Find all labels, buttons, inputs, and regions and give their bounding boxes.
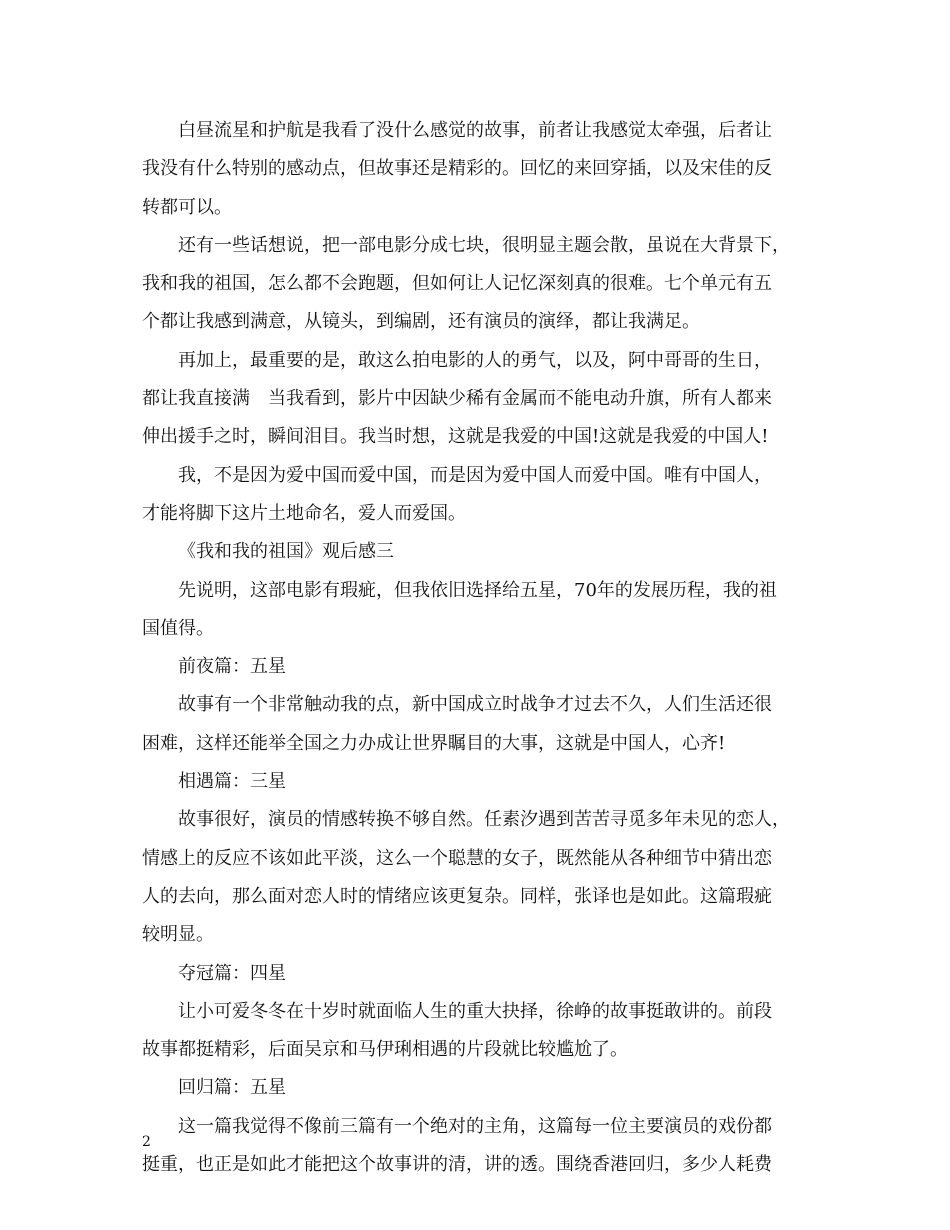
body-text-line: 情感上的反应不该如此平淡，这么一个聪慧的女子，既然能从各种细节中猜出恋	[142, 847, 772, 869]
body-text-line: 白昼流星和护航是我看了没什么感觉的故事，前者让我感觉太牵强，后者让	[178, 120, 772, 141]
body-text-line: 才能将脚下这片土地命名，爱人而爱国。	[142, 502, 466, 524]
body-text-line: 这一篇我觉得不像前三篇有一个绝对的主角，这篇每一位主要演员的戏份都	[178, 1115, 772, 1137]
body-text-line: 困难，这样还能举全国之力办成让世界瞩目的大事，这就是中国人，心齐!	[142, 732, 726, 754]
body-text-line: 故事都挺精彩，后面吴京和马伊琍相遇的片段就比较尴尬了。	[142, 1039, 628, 1061]
document-body	[142, 112, 822, 1184]
body-text-line: 转都可以。	[142, 196, 232, 218]
body-text-line: 都让我直接满 当我看到，影片中因缺少稀有金属而不能电动升旗，所有人都来	[142, 388, 772, 410]
body-text-line: 我，不是因为爱中国而爱中国，而是因为爱中国人而爱中国。唯有中国人，	[178, 464, 772, 486]
body-text-line: 夺冠篇：四星	[178, 962, 286, 984]
body-text-line: 还有一些话想说，把一部电影分成七块，很明显主题会散，虽说在大背景下，	[178, 234, 790, 256]
body-text-line: 相遇篇：三星	[178, 771, 286, 793]
body-text-line: 让小可爱冬冬在十岁时就面临人生的重大抉择，徐峥的故事挺敢讲的。前段	[178, 1000, 772, 1022]
body-text-line: 先说明，这部电影有瑕疵，但我依旧选择给五星，70年的发展历程，我的祖	[178, 579, 777, 601]
body-text-line: 人的去向，那么面对恋人时的情绪应该更复杂。同样，张译也是如此。这篇瑕疵	[142, 885, 772, 907]
body-text-line: 国值得。	[142, 617, 214, 639]
body-text-line: 前夜篇：五星	[178, 656, 286, 678]
body-text-line: 个都让我感到满意，从镜头，到编剧，还有演员的演绎，都让我满足。	[142, 311, 700, 333]
body-text-line: 伸出援手之时，瞬间泪目。我当时想，这就是我爱的中国!这就是我爱的中国人!	[142, 426, 769, 448]
body-text-line: 我没有什么特别的感动点，但故事还是精彩的。回忆的来回穿插，以及宋佳的反	[142, 158, 772, 180]
body-text-line: 较明显。	[142, 924, 214, 946]
page-number: 2	[142, 1134, 151, 1150]
body-text-line: 再加上，最重要的是，敢这么拍电影的人的勇气，以及，阿中哥哥的生日，	[178, 349, 772, 371]
body-text-line: 回归篇：五星	[178, 1077, 286, 1099]
body-text-line: 《我和我的祖国》观后感三	[178, 541, 394, 563]
body-text-line: 故事有一个非常触动我的点，新中国成立时战争才过去不久，人们生活还很	[178, 694, 772, 716]
body-text-line: 故事很好，演员的情感转换不够自然。任素汐遇到苦苦寻觅多年未见的恋人，	[178, 809, 790, 831]
body-text-line: 挺重，也正是如此才能把这个故事讲的清，讲的透。围绕香港回归，多少人耗费	[142, 1154, 772, 1176]
body-text-line: 我和我的祖国，怎么都不会跑题，但如何让人记忆深刻真的很难。七个单元有五	[142, 273, 772, 295]
